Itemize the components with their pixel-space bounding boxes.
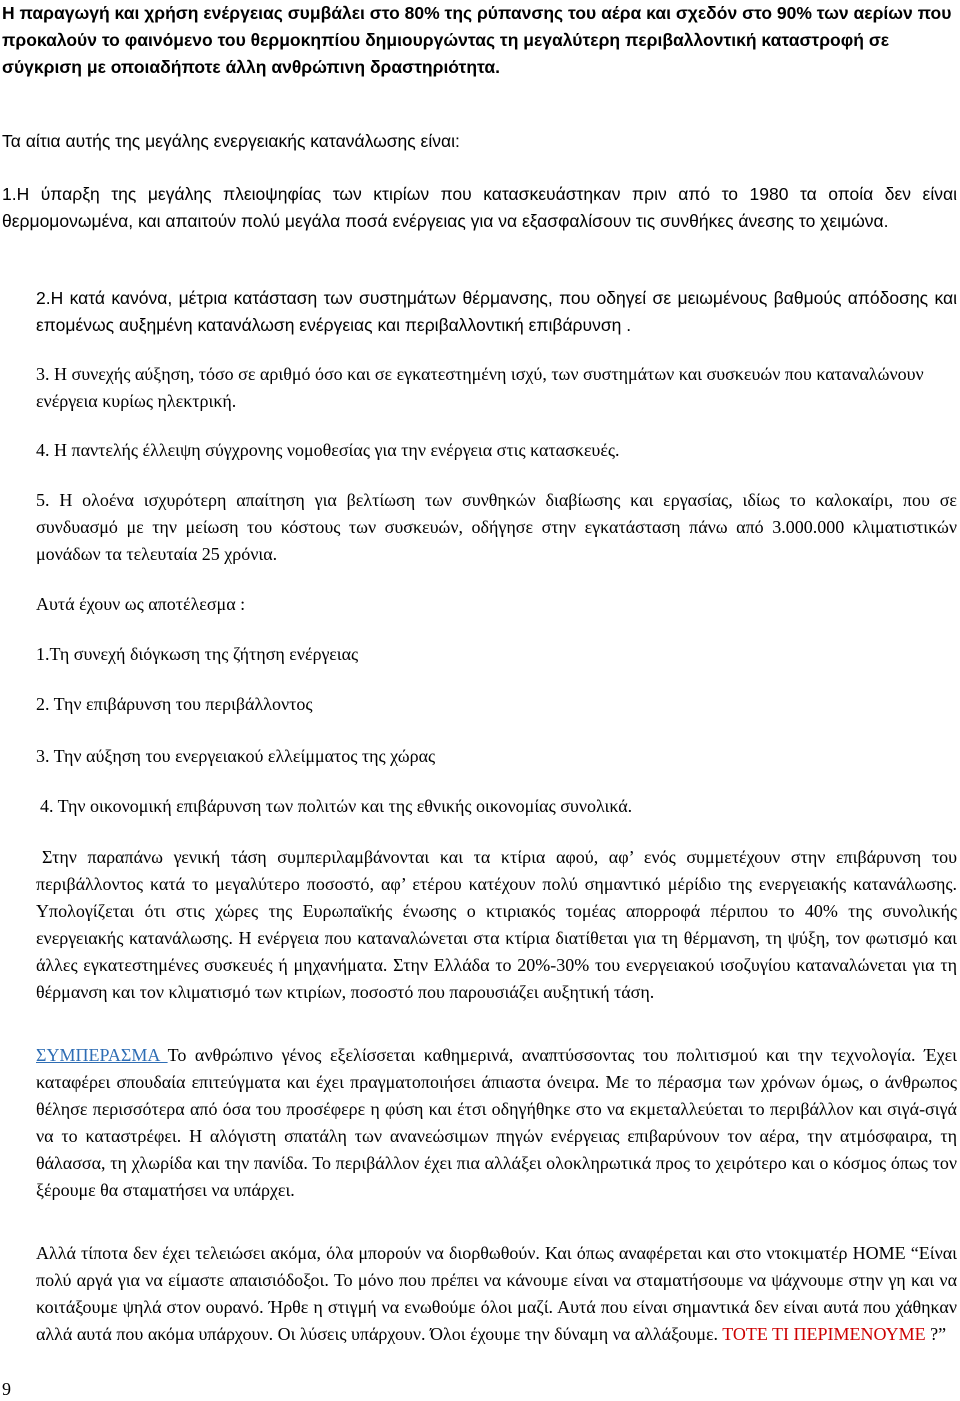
result-item-2: 2. Την επιβάρυνση του περιβάλλοντος — [36, 694, 313, 714]
final-tail: ?” — [925, 1324, 947, 1344]
result-item-1: 1.Τη συνεχή διόγκωση της ζήτηση ενέργειας — [36, 644, 359, 664]
cause-item-1: 1.Η ύπαρξη της μεγάλης πλειοψηφίας των κτιρίων που κατασκευάστηκαν πριν από το 1980 τα οποία δεν είναι θερμομονωμένα, και απαιτούν πολύ μεγάλα ποσά ενέργειας για να εξασφαλίσουν τις συνθήκες άνεσης το χειμώνα. — [2, 184, 957, 231]
final-highlight: ΤΟΤΕ ΤΙ ΠΕΡΙΜΕΝΟΥΜΕ — [722, 1324, 926, 1344]
cause-item-4: 4. Η παντελής έλλειψη σύγχρονης νομοθεσίας για την ενέργεια στις κατασκευές. — [36, 440, 620, 460]
results-heading: Αυτά έχουν ως αποτέλεσμα : — [36, 594, 246, 614]
intro-paragraph: Η παραγωγή και χρήση ενέργειας συμβάλει στο 80% της ρύπανσης του αέρα και σχεδόν στο 90% των αερίων που προκαλούν το φαινόμενο του θερμοκηπίου δημιουργώντας τη μεγαλύτερη περιβαλλοντική καταστροφή σε σύγκριση με οποιαδήποτε άλλη ανθρώπινη δραστηριότητα. — [2, 3, 952, 77]
final-paragraph — [36, 1240, 957, 1348]
buildings-paragraph: Στην παραπάνω γενική τάση συμπεριλαμβάνονται και τα κτίρια αφού, αφ’ ενός συμμετέχουν στην επιβάρυνση του περιβάλλοντος κατά το μεγαλύτερο ποσοστό, αφ’ ετέρου κατέχουν πολύ σημαντικό μέρίδιο της ενεργειακής κατανάλωσης. Υπολογίζεται ότι στις χώρες της Ευρωπαϊκής ένωσης ο κτιριακός τομέας απορροφά πέριπου το 40% της συνολικής ενεργειακής κατανάλωσης. Η ενέργεια που καταναλώνεται στα κτίρια διατίθεται για τη θέρμανση, τη ψύξη, τον φωτισμό και άλλες εγκατεστημένες συσκευές ή μηχανήματα. Στην Ελλάδα το 20%-30% του ενεργειακού ισοζυγίου καταναλώνεται για τη θέρμανση και τον κλιματισμό των κτιρίων, ποσοστό που παρουσιάζει αυξητική τάση. — [36, 847, 957, 1002]
cause-item-2: 2.Η κατά κανόνα, μέτρια κατάσταση των συστημάτων θέρμανσης, που οδηγεί σε μειωμένους βαθμούς απόδοσης και επομένως αυξημένη κατανάλωση ενέργειας και περιβαλλοντική επιβάρυνση . — [36, 288, 957, 335]
causes-heading: Τα αίτια αυτής της μεγάλης ενεργειακής κατανάλωσης είναι: — [2, 131, 460, 151]
conclusion-paragraph — [36, 1042, 957, 1204]
result-item-4: 4. Την οικονομική επιβάρυνση των πολιτών και της εθνικής οικονομίας συνολικά. — [40, 796, 633, 816]
conclusion-link[interactable]: ΣΥΜΠΕΡΑΣΜΑ — [36, 1045, 168, 1065]
page-number: 9 — [2, 1379, 11, 1399]
cause-item-3: 3. Η συνεχής αύξηση, τόσο σε αριθμό όσο και σε εγκατεστημένη ισχύ, των συστημάτων και συσκευών που καταναλώνουν ενέργεια κυρίως ηλεκτρική. — [36, 364, 924, 411]
final-text: Αλλά τίποτα δεν έχει τελειώσει ακόμα, όλα μπορούν να διορθωθούν. Και όπως αναφέρεται και στο ντοκιματέρ HOME “Είναι πολύ αργά για να είμαστε απαισιόδοξοι. Το μόνο που πρέπει να κάνουμε είναι να σταματήσουμε να ψάχνουμε στην γη και να κοιτάξουμε ψηλά στον ουρανό. Ήρθε η στιγμή να ενωθούμε όλοι μαζί. Αυτά που είναι σημαντικά δεν είναι αυτά που χάθηκαν αλλά αυτά που ακόμα υπάρχουν. Οι λύσεις υπάρχουν. Όλοι έχουμε την δύναμη να αλλάξουμε. — [36, 1243, 957, 1344]
result-item-3: 3. Την αύξηση του ενεργειακού ελλείμματος της χώρας — [36, 746, 436, 766]
conclusion-text: Το ανθρώπινο γένος εξελίσσεται καθημερινά, αναπτύσσοντας του πολιτισμού και την τεχνολογία. Έχει καταφέρει σπουδαία επιτεύγματα και έχει πραγματοποιήσει άπιαστα όνειρα. Με το πέρασμα των χρόνων όμως, ο άνθρωπος θέλησε περισσότερα από όσα του προσέφερε η φύση και έτσι οδηγήθηκε στο να εκμεταλλεύεται το περιβάλλον και σιγά-σιγά να το καταστρέφει. Η αλόγιστη σπατάλη των ανανεώσιμων πηγών ενέργειας επιβαρύνουν τον αέρα, την ατμόσφαιρα, τη θάλασσα, τη χλωρίδα και την πανίδα. Το περιβάλλον έχει πια αλλάξει ολοκληρωτικά προς το χειρότερο και ο κόσμος όπως τον ξέρουμε θα σταματήσει να υπάρχει. — [36, 1045, 957, 1200]
cause-item-5: 5. Η ολοένα ισχυρότερη απαίτηση για βελτίωση των συνθηκών διαβίωσης και εργασίας, ιδίως το καλοκαίρι, που σε συνδυασμό με την μείωση του κόστους των συσκευών, οδήγησε στην εγκατάσταση πάνω από 3.000.000 κλιματιστικών μονάδων τα τελευταία 25 χρόνια. — [36, 490, 957, 564]
